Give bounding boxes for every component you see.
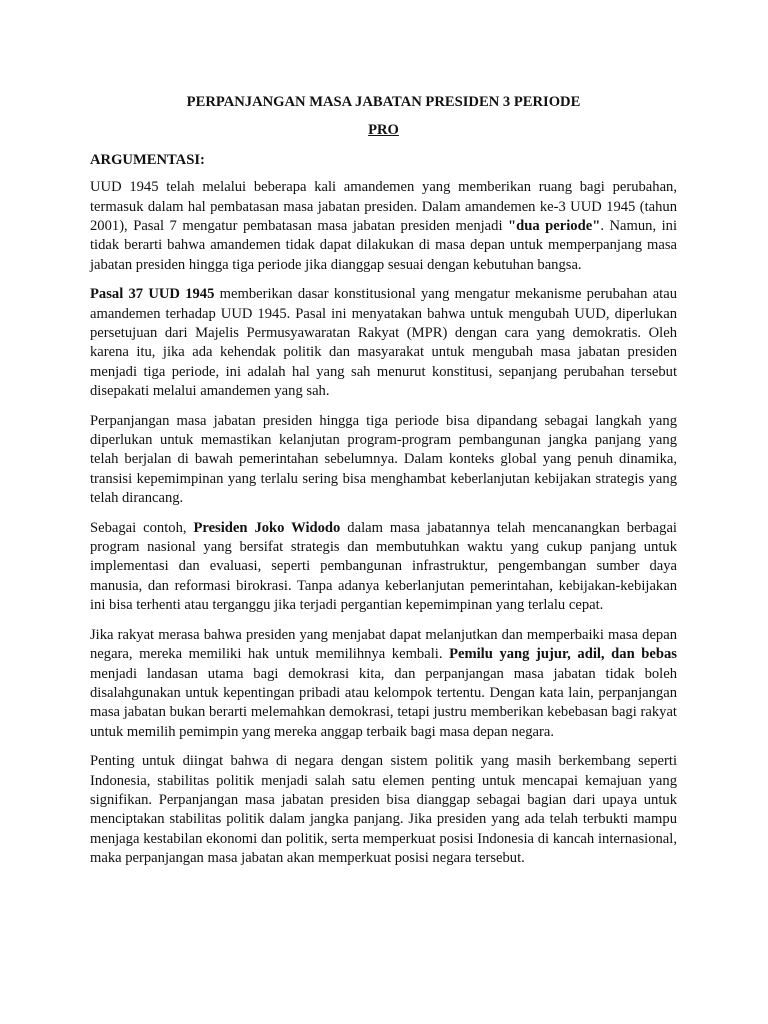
paragraph-text: memberikan dasar konstitusional yang mengatur mekanisme perubahan atau amandemen terhadap UUD 1945. Pasal ini menyatakan bahwa untuk mengubah UUD, diperlukan persetujuan dari Majelis Permusyawaratan Rakyat (MPR) dengan cara yang demokratis. Oleh karena itu, jika ada kehendak politik dan masyarakat untuk mengubah masa jabatan presiden menjadi tiga periode, ini adalah hal yang sah menurut konstitusi, sepanjang perubahan tersebut disepakati melalui amandemen yang sah. — [90, 286, 677, 400]
paragraph-text: dalam masa jabatannya telah mencanangkan berbagai program nasional yang bersifat strategis dan membutuhkan waktu yang cukup panjang untuk implementasi dan evaluasi, seperti pembangunan infrastruktur, pengembangan sumber daya manusia, dan reformasi birokrasi. Tanpa adanya keberlanjutan pemerintahan, kebijakan-kebijakan ini bisa terhenti atau terganggu jika terjadi pergantian kepemimpinan yang terlalu cepat. — [90, 519, 677, 614]
document-page — [90, 93, 677, 879]
paragraph-1 — [90, 178, 677, 275]
paragraph-5 — [90, 626, 677, 742]
paragraph-4 — [90, 519, 677, 616]
paragraph-6 — [90, 752, 677, 868]
paragraph-text: menjadi landasan utama bagi demokrasi kita, dan perpanjangan masa jabatan tidak boleh disalahgunakan untuk kepentingan pribadi atau kelompok tertentu. Dengan kata lain, perpanjangan masa jabatan bukan berarti melemahkan demokrasi, tetapi justru memberikan kebebasan bagi rakyat untuk memilih pemimpin yang mereka anggap terbaik bagi masa depan negara. — [90, 665, 677, 740]
paragraph-bold-text: Pemilu yang jujur, adil, dan bebas — [449, 646, 677, 663]
section-heading: ARGUMENTASI: — [90, 151, 205, 168]
paragraph-text: . Namun, ini tidak berarti bahwa amandemen tidak dapat dilakukan di masa depan untuk memperpanjang masa jabatan presiden hingga tiga periode jika dianggap sesuai dengan kebutuhan bangsa. — [90, 217, 678, 273]
paragraph-text: Jika rakyat merasa bahwa presiden yang menjabat dapat melanjutkan dan memperbaiki masa depan negara, mereka memiliki hak untuk memilihnya kembali. — [90, 626, 677, 663]
paragraph-text: Sebagai contoh, — [90, 519, 194, 536]
paragraph-text: Perpanjangan masa jabatan presiden hingga tiga periode bisa dipandang sebagai langkah yang diperlukan untuk memastikan kelanjutan program-program pembangunan jangka panjang yang telah berjalan di bawah pemerintahan sebelumnya. Dalam konteks global yang penuh dinamika, transisi kepemimpinan yang terlalu sering bisa menghambat keberlanjutan kebijakan strategis yang telah dirancang. — [90, 412, 677, 507]
paragraph-bold-text: "dua periode" — [508, 217, 601, 234]
paragraph-2 — [90, 285, 677, 401]
paragraph-3 — [90, 412, 677, 509]
document-subtitle: PRO — [368, 122, 399, 139]
paragraph-text: Penting untuk diingat bahwa di negara dengan sistem politik yang masih berkembang seperti Indonesia, stabilitas politik menjadi salah satu elemen penting untuk mencapai kemajuan yang signifikan. Perpanjangan masa jabatan presiden bisa dianggap sebagai bagian dari upaya untuk menciptakan stabilitas politik dalam jangka panjang. Jika presiden yang ada telah terbukti mampu menjaga kestabilan ekonomi dan politik, serta memperkuat posisi Indonesia di kancah internasional, maka perpanjangan masa jabatan akan memperkuat posisi negara tersebut. — [90, 753, 677, 867]
paragraph-text: UUD 1945 telah melalui beberapa kali amandemen yang memberikan ruang bagi perubahan, termasuk dalam hal pembatasan masa jabatan presiden. Dalam amandemen ke-3 UUD 1945 (tahun 2001), Pasal 7 mengatur pembatasan masa jabatan presiden menjadi — [90, 179, 677, 234]
paragraph-bold-text: Presiden Joko Widodo — [193, 519, 341, 536]
document-title: PERPANJANGAN MASA JABATAN PRESIDEN 3 PERIODE — [186, 94, 581, 110]
paragraph-bold-text: Pasal 37 UUD 1945 — [90, 286, 215, 303]
